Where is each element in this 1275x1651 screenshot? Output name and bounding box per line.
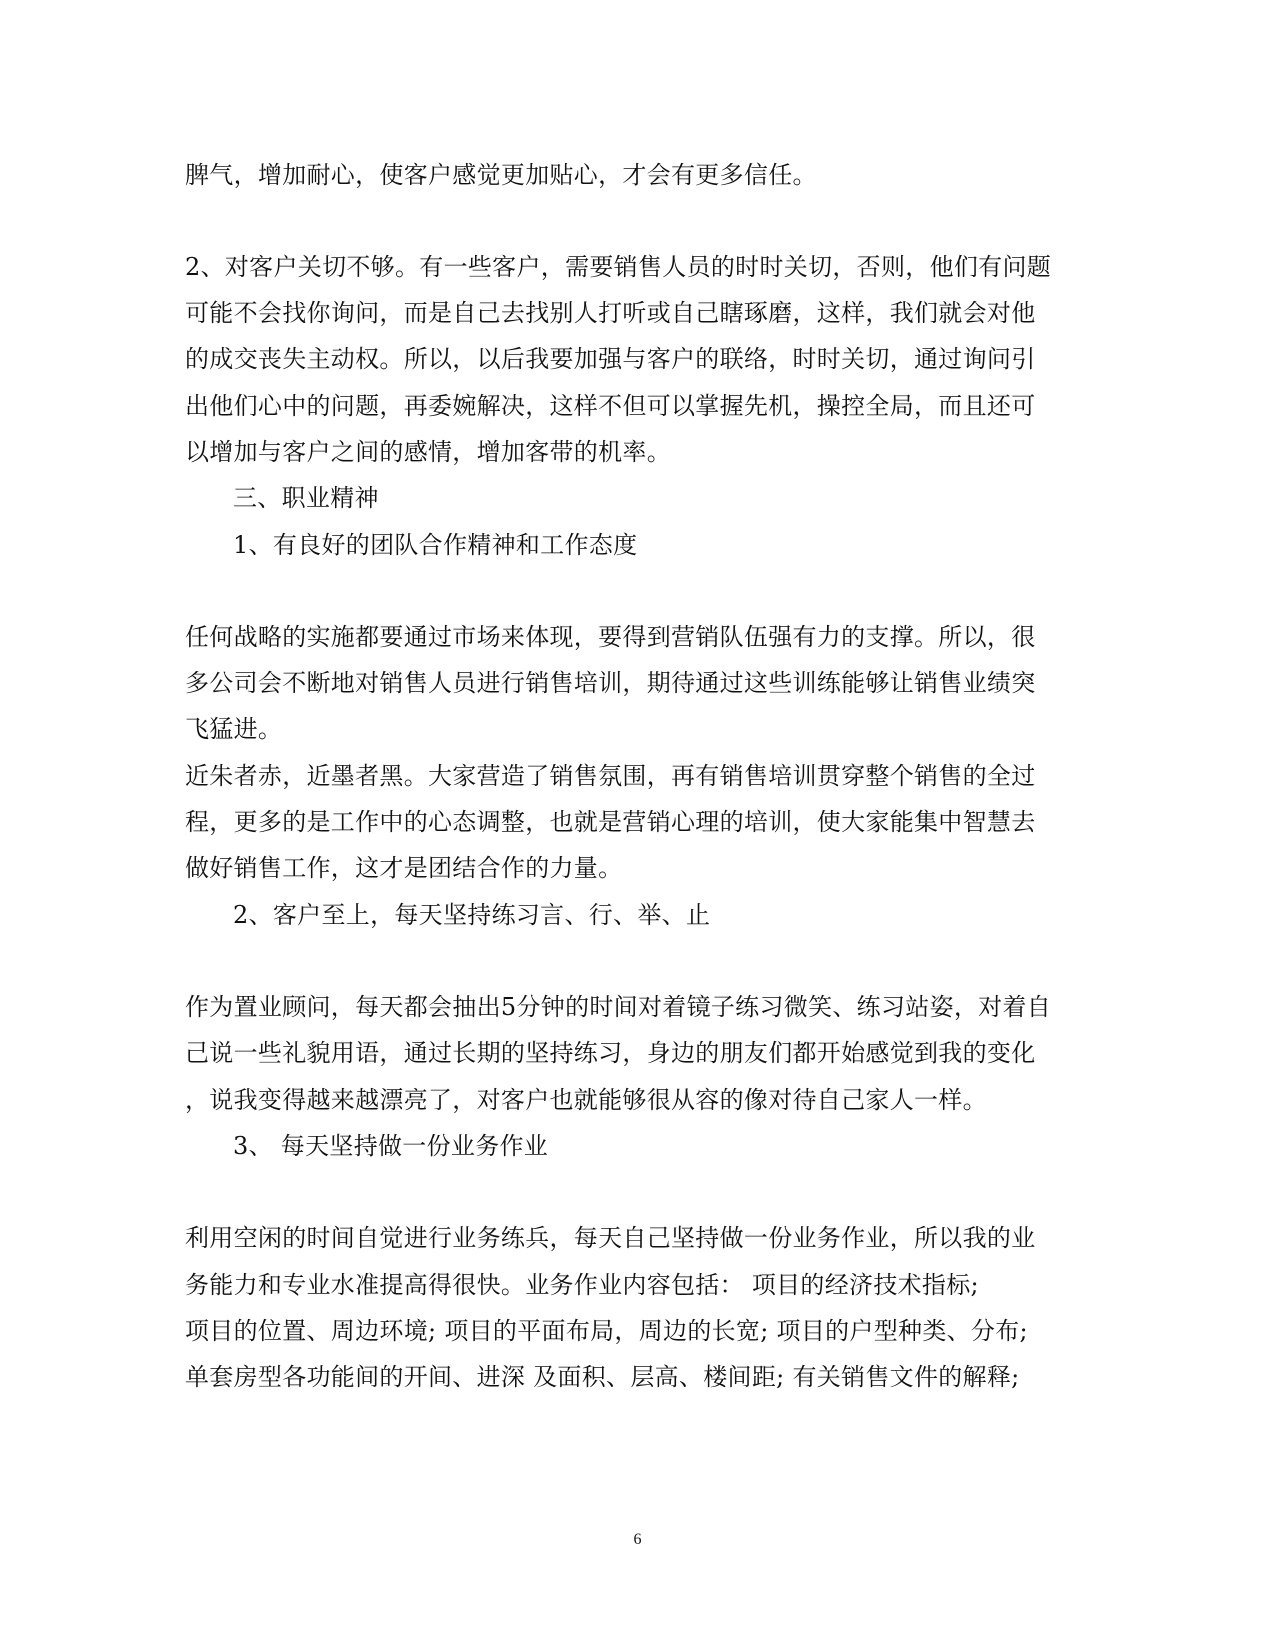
text-line: 利用空闲的时间自觉进行业务练兵，每天自己坚持做一份业务作业，所以我的业	[185, 1224, 1036, 1252]
text-line: 近朱者赤，近墨者黑。大家营造了销售氛围，再有销售培训贯穿整个销售的全过	[185, 762, 1036, 790]
text-line: 任何战略的实施都要通过市场来体现，要得到营销队伍强有力的支撑。所以，很	[185, 623, 1036, 651]
subsection-heading: 3、 每天坚持做一份业务作业	[233, 1132, 549, 1160]
text-line: 作为置业顾问，每天都会抽出5分钟的时间对着镜子练习微笑、练习站姿，对着自	[185, 993, 1052, 1021]
text-line: 多公司会不断地对销售人员进行销售培训，期待通过这些训练能够让销售业绩突	[185, 669, 1036, 697]
text-line: 可能不会找你询问，而是自己去找别人打听或自己瞎琢磨，这样，我们就会对他	[185, 299, 1036, 327]
subsection-heading: 1、有良好的团队合作精神和工作态度	[233, 531, 638, 559]
page-number: 6	[633, 1531, 642, 1548]
section-heading: 三、职业精神	[233, 484, 379, 512]
text-line: 务能力和专业水准提高得很快。业务作业内容包括： 项目的经济技术指标;	[185, 1271, 979, 1299]
text-line: 的成交丧失主动权。所以，以后我要加强与客户的联络，时时关切，通过询问引	[185, 345, 1036, 373]
text-line: 以增加与客户之间的感情，增加客带的机率。	[185, 438, 671, 466]
text-line: 程，更多的是工作中的心态调整，也就是营销心理的培训，使大家能集中智慧去	[185, 808, 1036, 836]
text-line: 出他们心中的问题，再委婉解决，这样不但可以掌握先机，操控全局，而且还可	[185, 392, 1036, 420]
text-line: 2、对客户关切不够。有一些客户，需要销售人员的时时关切，否则，他们有问题	[185, 253, 1052, 281]
text-line: 单套房型各功能间的开间、进深 及面积、层高、楼间距; 有关销售文件的解释;	[185, 1363, 1020, 1391]
subsection-heading: 2、客户至上，每天坚持练习言、行、举、止	[233, 901, 711, 929]
text-line: 己说一些礼貌用语，通过长期的坚持练习，身边的朋友们都开始感觉到我的变化	[185, 1039, 1036, 1067]
text-line: ，说我变得越来越漂亮了，对客户也就能够很从容的像对待自己家人一样。	[185, 1086, 987, 1114]
text-line: 飞猛进。	[185, 715, 283, 743]
text-line: 脾气，增加耐心，使客户感觉更加贴心，才会有更多信任。	[185, 161, 817, 189]
text-line: 做好销售工作，这才是团结合作的力量。	[185, 854, 623, 882]
text-line: 项目的位置、周边环境; 项目的平面布局，周边的长宽; 项目的户型种类、分布;	[185, 1317, 1028, 1345]
